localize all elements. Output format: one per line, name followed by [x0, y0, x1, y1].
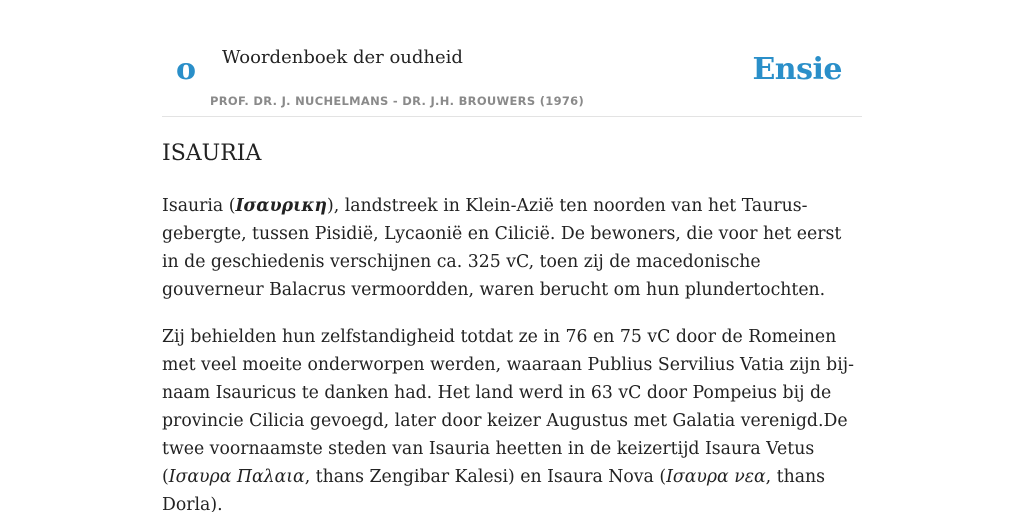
dictionary-logo-icon[interactable]: o [176, 52, 197, 87]
p2-greek-term-2: Ισαυρα νεα [666, 467, 766, 487]
book-title-link[interactable]: Woordenboek der oudheid [222, 47, 463, 68]
p2-text-start: Zij behielden hun zelfstandigheid totdat ze in 76 en 75 vC door de Romeinen met veel moeite onderworpen werden, waaraan Publius Servilius Vatia zijn bij-naam Isauricus te danken had. Het land werd in 63 vC door Pompeius bij de provincie Cilicia gevoegd, later door keizer Augustus met Galatia verenigd.De twee voornaamste steden van Isauria heetten in de keizertijd Isaura Vetus ( [162, 327, 854, 487]
dictionary-header [162, 0, 862, 117]
entry-paragraph-1 [162, 192, 862, 304]
entry-title: ISAURIA [162, 141, 262, 166]
p2-text-end: , thans Dorla). [162, 467, 826, 512]
entry-paragraph-2 [162, 323, 862, 512]
ensie-brand-logo[interactable]: Ensie [752, 52, 842, 87]
p1-text-start: Isauria ( [162, 196, 236, 216]
authors-line: PROF. DR. J. NUCHELMANS - DR. J.H. BROUWERS (1976) [210, 94, 585, 108]
page-container [162, 0, 862, 512]
p1-greek-term: Ισαυρικη [235, 196, 327, 216]
p2-greek-term-1: Ισαυρα Παλαια [168, 467, 305, 487]
p1-text-rest: ), landstreek in Klein-Azië ten noorden van het Taurus-gebergte, tussen Pisidië, Lycaonië en Cilicië. De bewoners, die voor het eerst in de geschiedenis verschijnen ca. 325 vC, toen zij de macedonische gouverneur Balacrus vermoordden, waren berucht om hun plundertochten. [162, 196, 842, 300]
p2-text-middle: , thans Zengibar Kalesi) en Isaura Nova ( [304, 467, 667, 487]
